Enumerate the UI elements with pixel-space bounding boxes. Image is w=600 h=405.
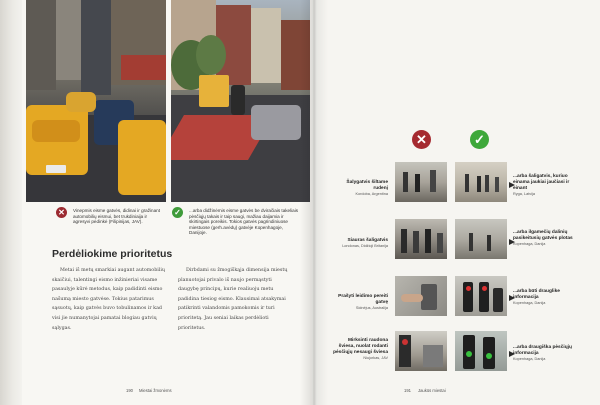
row-text-location: Kopenhaga, Danija: [513, 357, 546, 361]
row-label: [332, 180, 388, 197]
photo-bike-lane: [171, 0, 311, 202]
row-text-location: Kopenhaga, Danija: [513, 242, 546, 246]
row-text: [513, 230, 575, 247]
row-text-title: ...arba ilgamečių dalinių pasikeitusių gatvės plotas: [513, 230, 573, 241]
row-text-title: ...arba būti drauglike informacija: [513, 289, 560, 300]
x-icon: ✕: [412, 130, 431, 149]
body-column-2: Dirbdami su žmogiškąja dimensija miestų planuotojai privalo iš naujo permąstyti daugybę principų, kurie realiuoju metu padidina tiesiog eismo. Klausimai atsakymai patikrinti valandomis pamokomis ir turi prioritetą. Jau seniai laikas perdėlioti prioritetus.: [178, 268, 288, 331]
check-icon: ✓: [172, 207, 183, 218]
page-number-left: 190: [126, 388, 133, 393]
row-text: [513, 174, 575, 197]
photo-bad-2: [395, 219, 447, 259]
photo-good-2: [455, 219, 507, 259]
row-label: [332, 238, 388, 249]
running-title-left: Miestai žmonėms: [139, 388, 172, 393]
body-column-1: Metai iš metų smarkiai augant automobilių skaičiui, talentingi eismo inžinieriai visame pasaulyje kūrė metodus, kaip padidinti eismo našumą miesto gatvėse. Tokius patarimus sąsuotų, kaip gatvės buvo tobulinamos ir kad visi jie numanytojai pamatai blogiau gatvių sąlygas.: [52, 268, 165, 331]
section-heading: Perdėliokime prioritetus: [52, 248, 173, 260]
row-label-location: Niujorkas, JAV: [363, 356, 388, 360]
row-label: [332, 338, 388, 361]
photo-bad-4: [395, 331, 447, 371]
row-text-location: Ryga, Latvija: [513, 192, 535, 196]
photo-good-3: [455, 276, 507, 316]
page-edges: [0, 0, 22, 405]
photo-bad-1: [395, 162, 447, 202]
row-text-title: ...arba šaligatvis, kuriuo einama jaukiai jaučiasi ir einant: [513, 174, 570, 191]
row-text-title: ...arba draugiška pėsčiųjų informacija: [513, 345, 572, 356]
running-title-right: Jaukūs miestai: [418, 388, 446, 393]
row-text-location: Kopenhaga, Danija: [513, 301, 546, 305]
photo-good-4: [455, 331, 507, 371]
check-icon: ✓: [470, 130, 489, 149]
row-label-title: Siauras šaligatvis: [347, 238, 388, 243]
page-number-right: 191: [404, 388, 411, 393]
photo-taxi-street: [26, 0, 166, 202]
row-label-location: Sidnėjus, Australija: [355, 306, 388, 310]
row-text: [513, 345, 575, 362]
photo-bad-3: [395, 276, 447, 316]
photo-good-1: [455, 162, 507, 202]
row-label-title: Šalygatvis šiltame rudenį: [346, 180, 388, 191]
x-icon: ✕: [56, 207, 67, 218]
caption-good: ...arba didžinėmis eisme gatvės be dviračiais takeliais pėsčiųjų takais ir taip saugi, mažiau daijamia ir skirtingais poreikis. Tokios gatvės pagrindiniuose miestuose (gerh.avėdų) gatvėje Kopenhagoje, Danijoje.: [189, 208, 299, 236]
row-label-location: Londonas, Didžioji Britanija: [342, 244, 388, 248]
row-label-location: Kordoba, Argentina: [355, 192, 388, 196]
row-label-title: Prašyti leidimo pereiti gatvę: [338, 294, 388, 305]
caption-bad: Vinepmis eisme gatvės, didinai ir gražinant automobilių eismui, bet trukdiniaija ir agresyvi pėdinkė (Filipinijas, JAV).: [73, 208, 160, 225]
row-text: [513, 289, 575, 306]
row-label-title: Mirksinti raudona šviesa, nuolat rodanti pėsčiųjų nesaugi šviesa: [333, 338, 388, 355]
row-label: [332, 294, 388, 311]
